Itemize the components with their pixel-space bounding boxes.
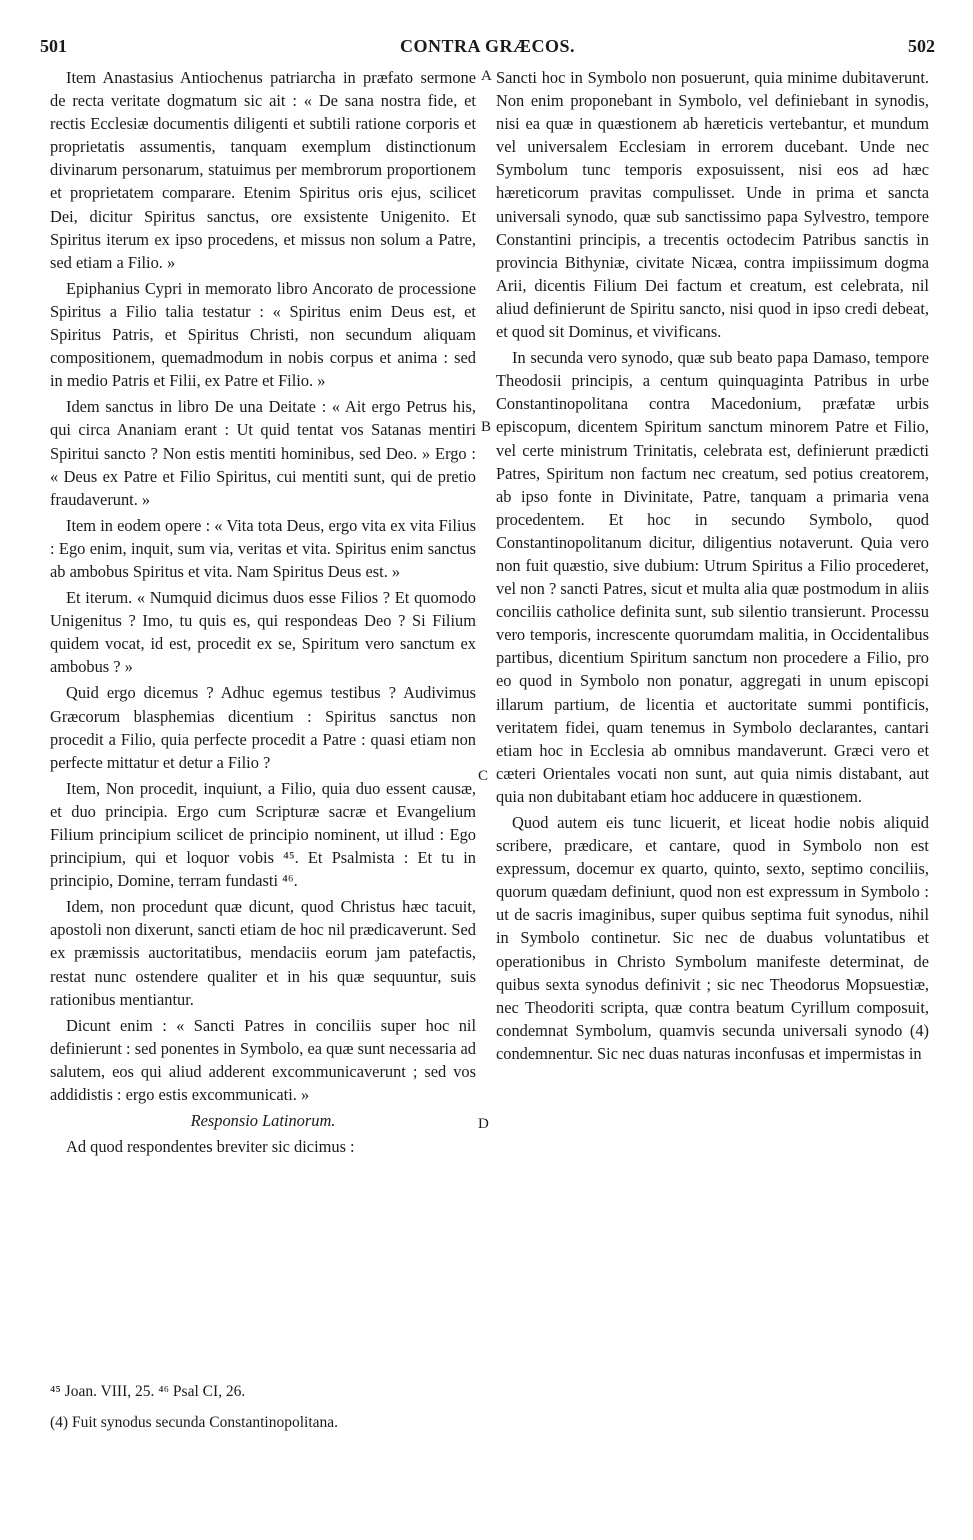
right-column	[496, 66, 929, 1065]
running-title: CONTRA GRÆCOS.	[399, 36, 576, 56]
page-number-left: 501	[40, 36, 67, 56]
paragraph: Item, Non procedit, inquiunt, a Filio, quia duo essent causæ, et duo principia. Ergo cum Scripturæ sacræ et Evangelium Filium principium scilicet de principio nominent, ut illud : Ego principium, qui et loquor vobis ⁴⁵. Et Psalmista : Et tu in principio, Domine, terram fundasti ⁴⁶.	[50, 778, 476, 891]
footnote-editorial: (4) Fuit synodus secunda Constantinopolitana.	[50, 1414, 339, 1431]
footnote-references: ⁴⁵ Joan. VIII, 25. ⁴⁶ Psal CI, 26.	[50, 1383, 246, 1400]
margin-letter-d: D	[478, 1116, 489, 1132]
margin-letter-b: B	[481, 419, 492, 435]
paragraph: Dicunt enim : « Sancti Patres in conciliis super hoc nil definierunt : sed ponentes in Symbolo, ea quæ sunt necessaria ad salutem, eos qui aliud adderent excommunicaverunt ; sed vos addidistis : ergo estis excommunicati. »	[50, 1015, 476, 1105]
section-heading: Responsio Latinorum.	[190, 1111, 336, 1131]
paragraph: Item in eodem opere : « Vita tota Deus, ergo vita ex vita Filius : Ego enim, inquit, sum via, veritas et vita. Spiritus enim sanctus ab ambobus Spiritus et vita. Nam Spiritus Deus est. »	[50, 515, 476, 581]
page-header	[40, 36, 935, 60]
paragraph: Quod autem eis tunc licuerit, et liceat hodie nobis aliquid scribere, prædicare, et cantare, quod in Symbolo non est expressum, docemur ex quarto, quinto, sexto, septimo conciliis, quorum quædam definiunt, quod non est expressum in Symbolo : ut de sacris imaginibus, super quibus septima fuit synodus, nihil in Symbolo continetur. Sic nec de duabus voluntatibus et operationibus in Christo Symbolum manifeste determinat, de quibus sexta synodus definivit ; sic nec Theodorus Mopsuestiæ, nec Theodoriti scripta, quæ contra beatum Cyrillum composuit, condemnat Symbolum, quamvis secunda universali synodo (4) condemnentur. Sic nec duas naturas inconfusas et impermistas in	[496, 813, 929, 1063]
paragraph: Idem sanctus in libro De una Deitate : « Ait ergo Petrus his, qui circa Ananiam erant : Ut quid tentat vos Satanas mentiri Spiritui sancto ? Non estis mentiti hominibus, sed Deo. » Ergo : « Deus ex Patre et Filio Spiritus, cui mentiti sunt, qui de pretio fraudaverunt. »	[50, 397, 476, 509]
margin-letter-c: C	[478, 768, 489, 784]
paragraph: In secunda vero synodo, quæ sub beato papa Damaso, tempore Theodosii principis, a centum quinquaginta Patribus in urbe Constantinopolitana contra Macedonium, præfatæ urbis episcopum, dicentem Spiritum sanctum minorem Patre et Filio, vel certe ministrum Trinitatis, celebrata est, definierunt prædicti Patres, Spiritum non factum nec creatum, sed potius creatorem, ab ipso fonte in Divinitate, Patre, tanquam a primaria vena procedentem. Et hoc in secundo Symbolo, quod Constantinopolitanum dicitur, diligentius notaverunt. Quia vero non fuit quæstio, sive dubium: Utrum Spiritus a Filio procederet, vel non ? sancti Patres, sicut et multa alia quæ postmodum in aliis conciliis catholice definita sunt, sub silentio transierunt. Processu vero temporis, increscente quorumdam malitia, in Occidentalibus partibus, dicentium Spiritum sanctum non procedere a Filio, pro eo quod in Symbolo non ponatur, aggregati in unum episcopi illarum partium, de licentia et auctoritate summi pontificis, veritatem fidei, quam tenemus in Symbolo declarantes, cantari etiam hoc in Ecclesia ab omnibus mandaverunt. Græci vero et cæteri Orientales vocati non sunt, aut quia nimis distabant, aut quia non dubitabant etiam hoc adducere in quæstionem.	[496, 348, 929, 806]
page-number-right: 502	[908, 36, 935, 56]
paragraph: Sancti hoc in Symbolo non posuerunt, quia minime dubitaverunt. Non enim proponebant in Symbolo, vel definiebant in synodis, nisi ea quæ in quæstionem ab hæreticis vertebantur, et mundum vel universalem Ecclesiam in errorem ducebant. Unde nec Symbolum tunc temporis exposuissent, nisi eos ad hæc hæreticorum pravitas compulisset. Unde in prima et sancta universali synodo, quæ sub sanctissimo papa Sylvestro, tempore Constantini principis, a trecentis octodecim Patribus sanctis in provincia Bithyniæ, civitate Nicæa, contra impiissimum dogma Arii, dicentis Filium Dei factum et creatum, est celebrata, nil aliud definierunt de Spiritu sancto, nisi quod in ipso credi debeat, et quod sit Dominus, et vivificans.	[496, 68, 929, 342]
paragraph: Et iterum. « Numquid dicimus duos esse Filios ? Et quomodo Unigenitus ? Imo, tu quis es, qui respondeas Deo ? Si Filium quidem vocat, id est, procedit ex se, Spiritum vero sanctum ex ambobus ? »	[50, 588, 476, 677]
paragraph: Quid ergo dicemus ? Adhuc egemus testibus ? Audivimus Græcorum blasphemias dicentium : Spiritus sanctus non procedit a Filio, quia perfecte procedit a Patre : quasi etiam non perfecte mittatur et detur a Filio ?	[50, 683, 476, 772]
paragraph: Ad quod respondentes breviter sic dicimus :	[66, 1137, 355, 1157]
margin-letter-a: A	[481, 68, 492, 84]
paragraph: Idem, non procedunt quæ dicunt, quod Christus hæc tacuit, apostoli non dixerunt, sancti etiam de hoc nil prædicaverunt. Sed ex præmissis auctoritatibus, mendaciis eorum jam patefactis, restat nunc ostendere qualiter et in his quæ sequuntur, suis rationibus mentiantur.	[50, 897, 476, 1009]
left-column	[50, 66, 476, 1158]
paragraph: Item Anastasius Antiochenus patriarcha in præfato sermone de recta veritate dogmatum sic ait : « De sana nostra fide, et rectis Ecclesiæ documentis diligenti et subtili ratione corporis et proprietatis assumentis, tanquam exemplum distinctionum divinarum personarum, statuimus per membrorum proportionem et proprietatem comparare. Etenim Spiritus oris ejus, scilicet Dei, dicitur Spiritus sanctus, ore exsistente Unigenito. Et Spiritus iterum ex ipso procedens, et missus non solum a Patre, sed etiam a Filio. »	[50, 68, 476, 272]
paragraph: Epiphanius Cypri in memorato libro Ancorato de processione Spiritus a Filio talia testatur : « Spiritus enim Deus est, et Spiritus Patris, et Spiritus Christi, non secundum aliquam compositionem, quemadmodum in nobis corpus et anima : sed in medio Patris et Filii, ex Patre et Filio. »	[50, 278, 476, 391]
